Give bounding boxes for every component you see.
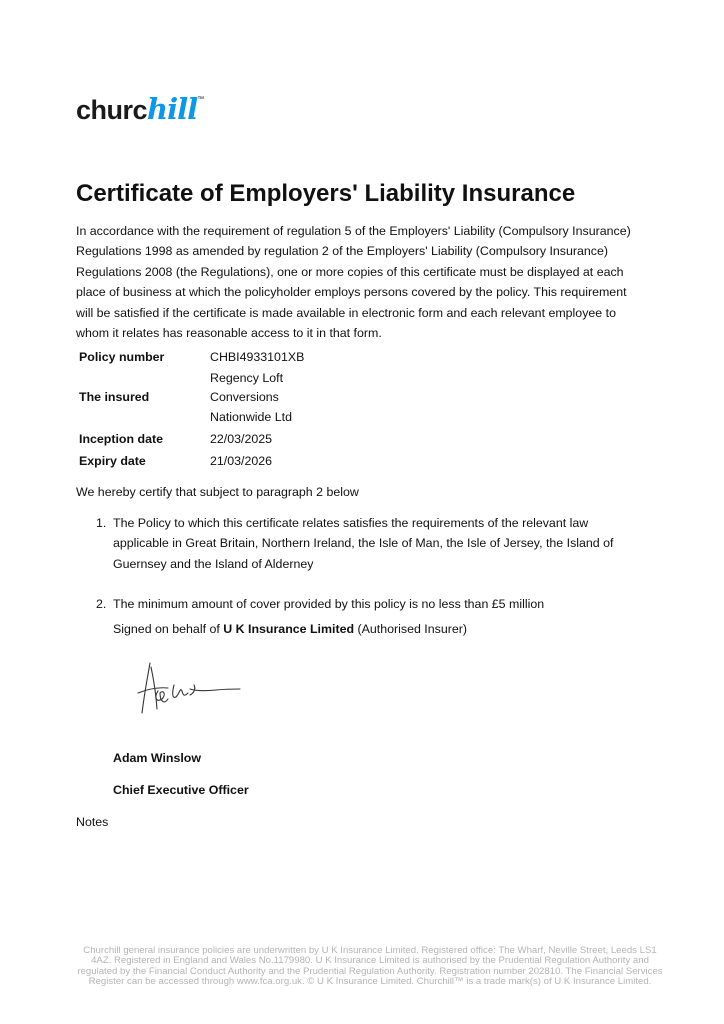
inception-date-value: 22/03/2025 — [210, 432, 273, 446]
churchill-logo — [76, 92, 204, 132]
list-item-number: 1. — [96, 516, 107, 530]
policy-number-label: Policy number — [79, 350, 165, 364]
certification-list — [96, 513, 644, 615]
policy-number-value: CHBI4933101XB — [210, 350, 305, 364]
policy-number-row — [76, 346, 330, 368]
insured-label: The insured — [79, 390, 150, 405]
insured-line-2: Conversions — [210, 390, 279, 405]
list-item-text: The Policy to which this certificate relates satisfies the requirements of the relevant law applicable in Great Britain, Northern Ireland, the Isle of Man, the Isle of Jersey, the Island of Guernsey and the Island of Alderney — [113, 516, 614, 571]
page-title: Certificate of Employers' Liability Insurance — [76, 180, 576, 207]
insured-line-1: Regency Loft — [210, 370, 284, 385]
signed-on-behalf — [113, 622, 467, 636]
notes-label: Notes — [76, 815, 109, 829]
list-item-number: 2. — [96, 597, 107, 612]
signer-name: Adam Winslow — [113, 751, 202, 765]
inception-row — [76, 428, 330, 450]
expiry-date-label: Expiry date — [79, 454, 146, 468]
signed-suffix: (Authorised Insurer) — [354, 622, 467, 636]
inception-date-label: Inception date — [79, 432, 163, 446]
logo-text-hill: hill — [147, 92, 198, 126]
policy-details-table — [76, 346, 330, 472]
signed-prefix: Signed on behalf of — [113, 622, 224, 636]
insured-value — [210, 368, 330, 428]
list-item-text: The minimum amount of cover provided by this policy is no less than £5 million — [113, 597, 545, 612]
list-item — [96, 594, 644, 614]
insured-line-3: Nationwide Ltd — [210, 409, 292, 424]
list-item — [96, 513, 644, 574]
footer-legal-text: Churchill general insurance policies are underwritten by U K Insurance Limited. Registered office: The Wharf, Neville Street, Leeds LS1 4AZ. Registered in England and Wales No.1179980. U K Insurance Limited is authorised by the Prudential Regulation Authority and regulated by the Financial Conduct Authority and the Prudential Regulation Authority. Registration number 202810. The Financial Services Register can be accessed through www.fca.org.uk. © U K Insurance Limited. Churchill™ is a trade mark(s) of U K Insurance Limited. — [77, 945, 663, 988]
insurer-name: U K Insurance Limited — [223, 622, 355, 636]
signature-image — [130, 655, 260, 725]
expiry-row — [76, 450, 330, 472]
certify-statement: We hereby certify that subject to paragraph 2 below — [76, 485, 359, 499]
intro-paragraph: In accordance with the requirement of regulation 5 of the Employers' Liability (Compulsory Insurance) Regulations 1998 as amended by regulation 2 of the Employers' Liability (Compulsory Insurance) Regulations 2008 (the Regulations), one or more copies of this certificate must be displayed at each place of business at which the policyholder employs persons covered by the policy. This requirement will be satisfied if the certificate is made available in electronic form and each relevant employee to whom it relates has reasonable access to it in that form. — [76, 224, 631, 341]
logo-text-churc: churc — [76, 95, 148, 125]
insured-row — [76, 368, 330, 428]
expiry-date-value: 21/03/2026 — [210, 454, 273, 468]
signer-title: Chief Executive Officer — [113, 783, 249, 797]
logo-trademark: ™ — [197, 96, 205, 103]
